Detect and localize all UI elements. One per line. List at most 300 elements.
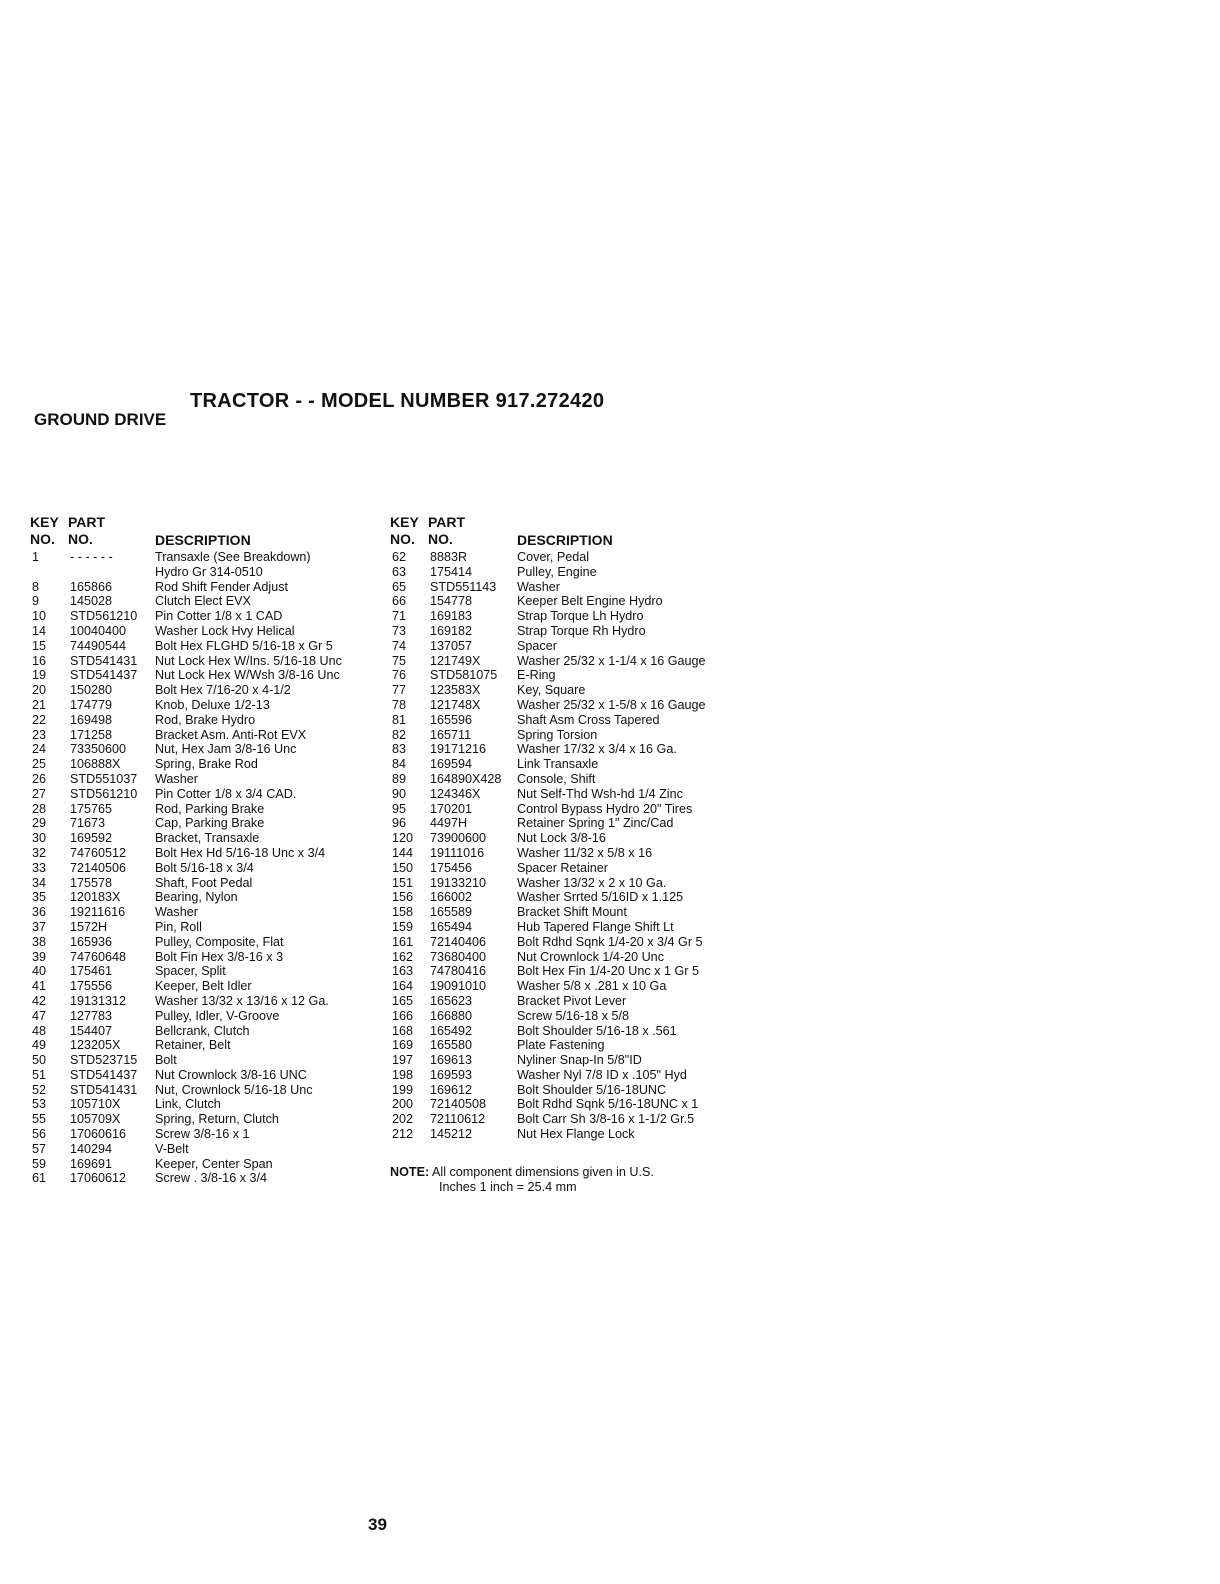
part-no-cell: 165711 xyxy=(430,727,472,742)
table-row xyxy=(390,920,740,935)
page-number: 39 xyxy=(368,1515,387,1534)
description-cell: V-Belt xyxy=(155,1141,189,1156)
note-label: NOTE: xyxy=(390,1165,430,1179)
table-row xyxy=(30,742,375,757)
key-no-cell: 164 xyxy=(392,979,414,994)
key-no-cell: 198 xyxy=(392,1067,414,1082)
part-no-cell: STD561210 xyxy=(70,786,138,801)
key-no-cell: 75 xyxy=(392,653,407,668)
table-row xyxy=(30,994,375,1009)
part-no-cell: - - - - - - xyxy=(70,550,113,564)
part-no-cell: 165623 xyxy=(430,993,473,1008)
parts-list-right xyxy=(390,550,740,1142)
description-cell: Screw . 3/8-16 x 3/4 xyxy=(155,1171,267,1186)
table-row xyxy=(30,1112,375,1127)
table-row xyxy=(30,787,375,802)
description-cell: Washer 5/8 x .281 x 10 Ga xyxy=(517,979,667,994)
part-no-cell: STD551037 xyxy=(70,771,138,786)
table-row xyxy=(390,624,740,639)
table-row xyxy=(30,1097,375,1112)
key-no-cell: 47 xyxy=(32,1008,47,1023)
description-cell: Bolt Hex Hd 5/16-18 Unc x 3/4 xyxy=(155,845,326,860)
table-row xyxy=(390,639,740,654)
key-no-cell: 144 xyxy=(392,845,414,860)
table-row xyxy=(30,890,375,905)
part-no-cell: 105709X xyxy=(70,1112,121,1127)
key-no-cell: 166 xyxy=(392,1008,414,1023)
key-no-cell: 163 xyxy=(392,964,414,979)
description-cell: Washer 25/32 x 1-5/8 x 16 Gauge xyxy=(517,697,706,712)
description-cell: Washer Nyl 7/8 ID x .105" Hyd xyxy=(517,1067,687,1082)
part-no-cell: 73350600 xyxy=(70,742,127,757)
key-no-cell: 95 xyxy=(392,801,407,816)
part-no-cell: 72140406 xyxy=(430,934,487,949)
key-no-cell: 8 xyxy=(32,579,40,594)
key-no-cell: 63 xyxy=(392,564,407,579)
table-row xyxy=(390,580,740,595)
description-cell: Hydro Gr 314-0510 xyxy=(155,564,263,579)
part-no-cell: 105710X xyxy=(70,1097,121,1112)
key-no-cell: 161 xyxy=(392,934,414,949)
part-no-cell: 165494 xyxy=(430,919,473,934)
table-row xyxy=(390,994,740,1009)
key-no-cell: 57 xyxy=(32,1141,47,1156)
description-cell: Console, Shift xyxy=(517,771,596,786)
key-no-cell: 162 xyxy=(392,949,414,964)
table-row xyxy=(30,920,375,935)
table-row xyxy=(390,757,740,772)
part-no-cell: 121748X xyxy=(430,697,481,712)
description-cell: Bolt xyxy=(155,1053,177,1068)
part-no-cell: 74760512 xyxy=(70,845,127,860)
table-row xyxy=(30,1171,375,1186)
table-row xyxy=(30,964,375,979)
key-no-cell: 53 xyxy=(32,1097,47,1112)
description-cell: Clutch Elect EVX xyxy=(155,594,251,609)
description-cell: Screw 3/8-16 x 1 xyxy=(155,1127,250,1142)
part-no-cell: 19133210 xyxy=(430,875,487,890)
table-row xyxy=(390,683,740,698)
part-no-cell: 74780416 xyxy=(430,964,487,979)
table-row xyxy=(390,890,740,905)
key-no-cell: 120 xyxy=(392,831,414,846)
description-cell: Rod Shift Fender Adjust xyxy=(155,579,289,594)
description-cell: Keeper, Center Span xyxy=(155,1156,273,1171)
description-cell: Spring, Brake Rod xyxy=(155,757,258,772)
table-row xyxy=(390,1127,740,1142)
description-cell: E-Ring xyxy=(517,668,556,683)
part-no-cell: 175456 xyxy=(430,860,473,875)
description-cell: Pin Cotter 1/8 x 1 CAD xyxy=(155,609,283,624)
key-no-cell: 168 xyxy=(392,1023,414,1038)
key-no-cell: 200 xyxy=(392,1097,414,1112)
part-no-cell: STD541431 xyxy=(70,653,138,668)
table-row xyxy=(30,728,375,743)
description-cell: Bracket Shift Mount xyxy=(517,905,627,920)
part-no-cell: 127783 xyxy=(70,1008,113,1023)
part-no-cell: 19131312 xyxy=(70,993,127,1008)
description-cell: Keeper Belt Engine Hydro xyxy=(517,594,663,609)
key-no-header: NO. xyxy=(390,531,415,547)
part-no-cell: 19171216 xyxy=(430,742,487,757)
key-no-cell: 165 xyxy=(392,993,414,1008)
part-no-cell: 175414 xyxy=(430,564,473,579)
description-cell: Strap Torque Rh Hydro xyxy=(517,623,646,638)
description-cell: Nyliner Snap-In 5/8"ID xyxy=(517,1053,642,1068)
part-no-cell: 8883R xyxy=(430,550,468,564)
note-text-line2: Inches 1 inch = 25.4 mm xyxy=(439,1180,577,1194)
description-cell: Bolt Rdhd Sqnk 5/16-18UNC x 1 xyxy=(517,1097,699,1112)
table-row xyxy=(30,861,375,876)
part-no-cell: 140294 xyxy=(70,1141,113,1156)
part-no-cell: 123583X xyxy=(430,683,481,698)
table-row xyxy=(30,1009,375,1024)
key-no-cell: 39 xyxy=(32,949,47,964)
description-cell: Cap, Parking Brake xyxy=(155,816,265,831)
parts-table-right xyxy=(390,514,740,1142)
description-cell: Pulley, Engine xyxy=(517,564,597,579)
description-cell: Cover, Pedal xyxy=(517,550,590,564)
description-cell: Control Bypass Hydro 20" Tires xyxy=(517,801,693,816)
parts-table-left xyxy=(30,514,375,1186)
key-no-cell: 62 xyxy=(392,550,407,564)
table-row xyxy=(30,683,375,698)
table-row xyxy=(30,950,375,965)
key-no-cell: 49 xyxy=(32,1038,47,1053)
key-no-cell: 16 xyxy=(32,653,47,668)
key-no-cell: 81 xyxy=(392,712,407,727)
description-cell: Link, Clutch xyxy=(155,1097,221,1112)
key-no-cell: 10 xyxy=(32,609,47,624)
key-no-cell: 34 xyxy=(32,875,47,890)
key-no-cell: 90 xyxy=(392,786,407,801)
key-no-cell: 27 xyxy=(32,786,47,801)
key-no-cell: 151 xyxy=(392,875,414,890)
table-row xyxy=(390,742,740,757)
description-cell: Rod, Parking Brake xyxy=(155,801,265,816)
part-no-cell: 123205X xyxy=(70,1038,121,1053)
key-no-cell: 29 xyxy=(32,816,47,831)
description-cell: Washer Srrted 5/16ID x 1.125 xyxy=(517,890,684,905)
part-no-cell: 165596 xyxy=(430,712,473,727)
part-no-cell: 124346X xyxy=(430,786,481,801)
part-no-cell: 166002 xyxy=(430,890,473,905)
description-cell: Shaft, Foot Pedal xyxy=(155,875,253,890)
description-cell: Spacer Retainer xyxy=(517,860,609,875)
part-no-cell: 165492 xyxy=(430,1023,473,1038)
part-no-cell: 154407 xyxy=(70,1023,113,1038)
table-row xyxy=(30,668,375,683)
key-no-cell: 38 xyxy=(32,934,47,949)
part-no-cell: 17060612 xyxy=(70,1171,127,1186)
part-no-cell: 150280 xyxy=(70,683,113,698)
description-cell: Washer 13/32 x 13/16 x 12 Ga. xyxy=(155,993,329,1008)
description-cell: Bracket Pivot Lever xyxy=(517,993,627,1008)
description-cell: Plate Fastening xyxy=(517,1038,605,1053)
section-title: GROUND DRIVE xyxy=(34,410,167,429)
table-row xyxy=(30,876,375,891)
table-row xyxy=(390,787,740,802)
description-cell: Nut Hex Flange Lock xyxy=(517,1127,635,1142)
key-no-cell: 48 xyxy=(32,1023,47,1038)
table-row xyxy=(30,846,375,861)
description-cell: Bracket, Transaxle xyxy=(155,831,260,846)
part-no-cell: STD541437 xyxy=(70,668,138,683)
description-cell: Washer Lock Hvy Helical xyxy=(155,623,295,638)
key-header: KEY xyxy=(30,514,59,530)
part-no-cell: 106888X xyxy=(70,757,121,772)
key-no-cell: 66 xyxy=(392,594,407,609)
part-no-cell: 166880 xyxy=(430,1008,473,1023)
description-header: DESCRIPTION xyxy=(155,532,251,548)
part-no-cell: 10040400 xyxy=(70,623,127,638)
description-cell: Nut Lock 3/8-16 xyxy=(517,831,606,846)
table-row xyxy=(390,950,740,965)
part-no-cell: STD541437 xyxy=(70,1067,138,1082)
table-row xyxy=(30,772,375,787)
table-row xyxy=(30,1083,375,1098)
table-row xyxy=(390,935,740,950)
part-no-cell: 17060616 xyxy=(70,1127,127,1142)
description-cell: Washer 13/32 x 2 x 10 Ga. xyxy=(517,875,667,890)
description-cell: Washer 25/32 x 1-1/4 x 16 Gauge xyxy=(517,653,706,668)
table-row xyxy=(30,550,375,565)
key-no-cell: 14 xyxy=(32,623,47,638)
description-cell: Pin Cotter 1/8 x 3/4 CAD. xyxy=(155,786,297,801)
part-no-cell: 175765 xyxy=(70,801,113,816)
key-no-cell: 159 xyxy=(392,919,414,934)
key-no-cell: 9 xyxy=(32,594,40,609)
description-cell: Nut, Crownlock 5/16-18 Unc xyxy=(155,1082,313,1097)
key-no-cell: 36 xyxy=(32,905,47,920)
table-row xyxy=(30,1142,375,1157)
note-text: All component dimensions given in U.S. xyxy=(432,1165,654,1179)
key-no-cell: 96 xyxy=(392,816,407,831)
table-row xyxy=(30,1157,375,1172)
table-row xyxy=(30,935,375,950)
description-cell: Spring Torsion xyxy=(517,727,598,742)
table-row xyxy=(390,1053,740,1068)
key-no-cell: 83 xyxy=(392,742,407,757)
part-no-cell: 74490544 xyxy=(70,638,127,653)
key-no-cell: 202 xyxy=(392,1112,414,1127)
part-no-header: NO. xyxy=(428,531,453,547)
table-row xyxy=(30,713,375,728)
key-no-cell: 65 xyxy=(392,579,407,594)
part-no-cell: 169594 xyxy=(430,757,473,772)
description-cell: Bearing, Nylon xyxy=(155,890,238,905)
key-no-cell: 32 xyxy=(32,845,47,860)
key-no-cell: 76 xyxy=(392,668,407,683)
key-no-cell: 212 xyxy=(392,1127,414,1142)
description-cell: Bolt Hex FLGHD 5/16-18 x Gr 5 xyxy=(155,638,333,653)
part-no-cell: STD561210 xyxy=(70,609,138,624)
table-row xyxy=(390,713,740,728)
table-row xyxy=(390,698,740,713)
table-row xyxy=(30,979,375,994)
part-no-cell: 169593 xyxy=(430,1067,473,1082)
description-cell: Pulley, Composite, Flat xyxy=(155,934,284,949)
description-cell: Bolt Shoulder 5/16-18UNC xyxy=(517,1082,667,1097)
key-no-cell: 40 xyxy=(32,964,47,979)
part-no-cell: 174779 xyxy=(70,697,113,712)
key-no-cell: 28 xyxy=(32,801,47,816)
table-row xyxy=(30,565,375,580)
table-row xyxy=(390,1038,740,1053)
part-no-cell: 4497H xyxy=(430,816,468,831)
part-no-cell: 175556 xyxy=(70,979,113,994)
key-no-cell: 74 xyxy=(392,638,407,653)
description-cell: Retainer Spring 1" Zinc/Cad xyxy=(517,816,674,831)
part-no-cell: 169612 xyxy=(430,1082,473,1097)
description-cell: Retainer, Belt xyxy=(155,1038,231,1053)
key-no-cell: 150 xyxy=(392,860,414,875)
key-no-cell: 56 xyxy=(32,1127,47,1142)
part-no-cell: 73680400 xyxy=(430,949,487,964)
table-row xyxy=(30,624,375,639)
part-header: PART xyxy=(68,514,106,530)
description-cell: Washer 11/32 x 5/8 x 16 xyxy=(517,845,653,860)
description-cell: Bolt 5/16-18 x 3/4 xyxy=(155,860,254,875)
table-row xyxy=(30,905,375,920)
table-row xyxy=(30,639,375,654)
part-no-cell: 165589 xyxy=(430,905,473,920)
part-no-cell: 19211616 xyxy=(70,905,126,920)
key-no-cell: 199 xyxy=(392,1082,414,1097)
part-no-cell: 154778 xyxy=(430,594,473,609)
key-no-cell: 22 xyxy=(32,712,47,727)
description-cell: Rod, Brake Hydro xyxy=(155,712,256,727)
key-header: KEY xyxy=(390,514,419,530)
key-no-cell: 77 xyxy=(392,683,407,698)
key-no-cell: 156 xyxy=(392,890,414,905)
description-cell: Washer xyxy=(155,771,198,786)
table-row xyxy=(390,964,740,979)
part-no-cell: 165936 xyxy=(70,934,113,949)
key-no-header: NO. xyxy=(30,531,55,547)
key-no-cell: 1 xyxy=(32,550,40,564)
description-cell: Shaft Asm Cross Tapered xyxy=(517,712,660,727)
table-row xyxy=(390,668,740,683)
key-no-cell: 30 xyxy=(32,831,47,846)
description-cell: Spacer, Split xyxy=(155,964,226,979)
description-cell: Key, Square xyxy=(517,683,586,698)
part-no-cell: STD541431 xyxy=(70,1082,138,1097)
key-no-cell: 21 xyxy=(32,697,47,712)
key-no-cell: 24 xyxy=(32,742,47,757)
table-row xyxy=(30,831,375,846)
table-row xyxy=(30,1068,375,1083)
part-no-cell: 165580 xyxy=(430,1038,473,1053)
description-cell: Hub Tapered Flange Shift Lt xyxy=(517,919,674,934)
table-row xyxy=(30,698,375,713)
table-header xyxy=(390,514,740,550)
table-row xyxy=(390,861,740,876)
description-cell: Washer xyxy=(155,905,198,920)
key-no-cell: 42 xyxy=(32,993,47,1008)
description-cell: Keeper, Belt Idler xyxy=(155,979,252,994)
parts-list-left xyxy=(30,550,375,1186)
description-cell: Washer xyxy=(517,579,560,594)
table-row xyxy=(390,816,740,831)
description-cell: Nut Lock Hex W/Wsh 3/8-16 Unc xyxy=(155,668,340,683)
table-row xyxy=(30,580,375,595)
part-no-cell: 19111016 xyxy=(430,845,485,860)
description-cell: Bolt Shoulder 5/16-18 x .561 xyxy=(517,1023,677,1038)
key-no-cell: 41 xyxy=(32,979,47,994)
table-row xyxy=(390,1009,740,1024)
table-row xyxy=(30,654,375,669)
part-no-cell: 175578 xyxy=(70,875,113,890)
table-row xyxy=(390,876,740,891)
table-row xyxy=(30,1038,375,1053)
key-no-cell: 15 xyxy=(32,638,47,653)
table-row xyxy=(390,905,740,920)
table-row xyxy=(390,772,740,787)
part-no-cell: 169691 xyxy=(70,1156,113,1171)
key-no-cell: 26 xyxy=(32,771,47,786)
key-no-cell: 197 xyxy=(392,1053,414,1068)
key-no-cell: 50 xyxy=(32,1053,47,1068)
table-row xyxy=(390,1083,740,1098)
key-no-cell: 89 xyxy=(392,771,407,786)
key-no-cell: 71 xyxy=(392,609,407,624)
table-row xyxy=(390,831,740,846)
description-cell: Strap Torque Lh Hydro xyxy=(517,609,644,624)
description-cell: Nut Crownlock 1/4-20 Unc xyxy=(517,949,664,964)
description-cell: Nut, Hex Jam 3/8-16 Unc xyxy=(155,742,297,757)
description-cell: Nut Self-Thd Wsh-hd 1/4 Zinc xyxy=(517,786,683,801)
table-row xyxy=(390,609,740,624)
key-no-cell: 25 xyxy=(32,757,47,772)
key-no-cell: 19 xyxy=(32,668,47,683)
description-cell: Bolt Hex 7/16-20 x 4-1/2 xyxy=(155,683,291,698)
part-no-cell: 145028 xyxy=(70,594,113,609)
table-row xyxy=(30,816,375,831)
key-no-cell: 23 xyxy=(32,727,47,742)
key-no-cell: 61 xyxy=(32,1171,47,1186)
part-no-cell: 121749X xyxy=(430,653,481,668)
table-header xyxy=(30,514,375,550)
part-no-cell: STD523715 xyxy=(70,1053,138,1068)
part-no-cell: 74760648 xyxy=(70,949,127,964)
table-row xyxy=(390,846,740,861)
key-no-cell: 169 xyxy=(392,1038,414,1053)
dimension-note xyxy=(390,1165,654,1195)
table-row xyxy=(390,654,740,669)
description-cell: Spacer xyxy=(517,638,557,653)
description-cell: Knob, Deluxe 1/2-13 xyxy=(155,697,270,712)
description-cell: Bracket Asm. Anti-Rot EVX xyxy=(155,727,307,742)
table-row xyxy=(30,609,375,624)
table-row xyxy=(390,1068,740,1083)
key-no-cell: 59 xyxy=(32,1156,47,1171)
key-no-cell: 73 xyxy=(392,623,407,638)
key-no-cell: 158 xyxy=(392,905,414,920)
part-no-cell: 120183X xyxy=(70,890,121,905)
part-header: PART xyxy=(428,514,466,530)
table-row xyxy=(30,802,375,817)
description-cell: Link Transaxle xyxy=(517,757,599,772)
key-no-cell: 35 xyxy=(32,890,47,905)
part-no-cell: 72140508 xyxy=(430,1097,487,1112)
part-no-cell: 170201 xyxy=(430,801,473,816)
description-cell: Bolt Carr Sh 3/8-16 x 1-1/2 Gr.5 xyxy=(517,1112,695,1127)
table-row xyxy=(390,728,740,743)
table-row xyxy=(390,1024,740,1039)
key-no-cell: 78 xyxy=(392,697,407,712)
part-no-cell: 72110612 xyxy=(430,1112,486,1127)
